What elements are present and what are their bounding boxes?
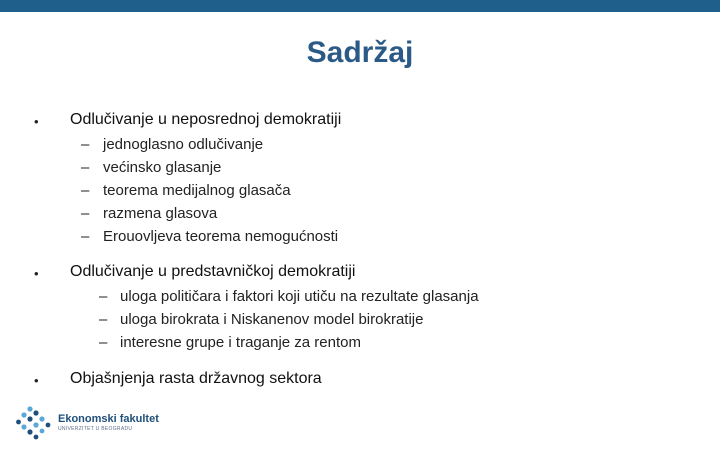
- section-1-item-5: Erouovljeva teorema nemogućnosti: [103, 228, 339, 245]
- dash: –: [81, 205, 90, 222]
- dash: –: [81, 228, 90, 245]
- dash: –: [99, 311, 108, 328]
- slide-title: Sadržaj: [306, 36, 414, 69]
- dash: –: [99, 334, 108, 351]
- dash: –: [81, 136, 90, 153]
- section-2-item-2: uloga birokrata i Niskanenov model birokratije: [120, 311, 424, 328]
- section-1-item-1: jednoglasno odlučivanje: [103, 136, 264, 153]
- section-heading-2: Odlučivanje u predstavničkoj demokratiji: [70, 263, 356, 280]
- logo-name: Ekonomski fakultet: [58, 413, 159, 425]
- bullet-3: •: [34, 373, 39, 388]
- dot-cluster-logo-icon: [16, 405, 56, 441]
- section-heading-1: Odlučivanje u neposrednoj demokratiji: [70, 111, 342, 128]
- section-2-item-3: interesne grupe i traganje za rentom: [120, 334, 361, 351]
- bullet-2: •: [34, 266, 39, 281]
- section-heading-3: Objašnjenja rasta državnog sektora: [70, 370, 322, 387]
- section-2-item-1: uloga političara i faktori koji utiču na rezultate glasanja: [120, 288, 479, 305]
- section-1-item-4: razmena glasova: [103, 205, 218, 222]
- dash: –: [81, 159, 90, 176]
- dash: –: [99, 288, 108, 305]
- section-1-item-3: teorema medijalnog glasača: [103, 182, 291, 199]
- section-1-item-2: većinsko glasanje: [103, 159, 222, 176]
- bullet-1: •: [34, 114, 39, 129]
- dash: –: [81, 182, 90, 199]
- logo-subtitle: UNIVERZITET U BEOGRADU: [58, 426, 133, 432]
